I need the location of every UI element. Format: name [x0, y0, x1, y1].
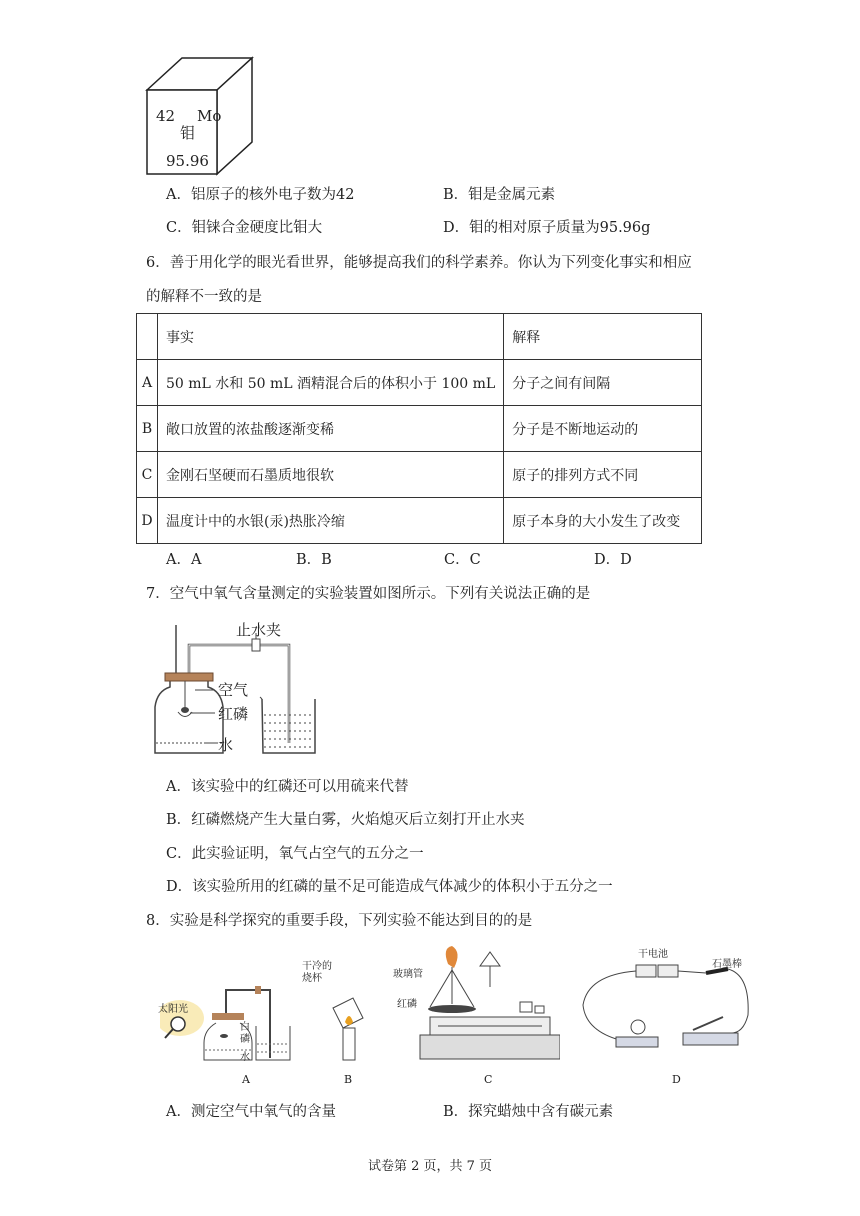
q8-a-label-sun: 太阳光	[158, 1004, 188, 1015]
row-label: C	[137, 452, 158, 498]
q8-stem: 8．实验是科学探究的重要手段，下列实验不能达到目的的是	[146, 913, 533, 929]
q7-stem: 7．空气中氧气含量测定的实验装置如图所示。下列有关说法正确的是	[146, 586, 591, 602]
q8-a-label-white-p: 白磷	[240, 1022, 250, 1045]
q8-a-label-water: 水	[240, 1052, 250, 1063]
q7-label-phosphorus: 红磷	[218, 705, 249, 723]
row-explain: 分子之间有间隔	[504, 360, 702, 406]
q7-label-clamp: 止水夹	[236, 621, 282, 639]
q8-option-b: B．探究蜡烛中含有碳元素	[443, 1104, 614, 1120]
table-cell	[137, 314, 158, 360]
q6-option-d: D．D	[594, 552, 632, 568]
q8-option-a: A．测定空气中氧气的含量	[166, 1104, 336, 1120]
row-explain: 分子是不断地运动的	[504, 406, 702, 452]
row-label: D	[137, 498, 158, 544]
q7-label-water: 水	[218, 736, 234, 754]
q7-option-c: C．此实验证明，氧气占空气的五分之一	[166, 846, 424, 862]
q6-option-c: C．C	[444, 552, 481, 568]
table-row	[137, 360, 702, 406]
q7-label-air: 空气	[218, 681, 249, 699]
q8-c-label-tube: 玻璃管	[393, 969, 423, 980]
q7-option-d: D．该实验所用的红磷的量不足可能造成气体减少的体积小于五分之一	[166, 879, 613, 895]
q8-d-label-graphite: 石墨棒	[712, 959, 742, 970]
q8-b-label-beaker: 干冷的烧杯	[302, 961, 332, 984]
row-fact: 敞口放置的浓盐酸逐渐变稀	[158, 406, 504, 452]
row-label: B	[137, 406, 158, 452]
row-fact: 50 mL 水和 50 mL 酒精混合后的体积小于 100 mL	[158, 360, 504, 406]
q8-d-label-battery: 干电池	[638, 949, 668, 960]
q6-option-b: B．B	[296, 552, 332, 568]
q8-d-caption: D	[672, 1073, 681, 1086]
q5-option-c: C．钼铼合金硬度比钼大	[166, 220, 323, 236]
element-symbol: Mo	[197, 107, 222, 125]
q5-option-d: D．钼的相对原子质量为95.96g	[443, 220, 651, 236]
q8-a-caption: A	[242, 1073, 250, 1086]
table-row	[137, 498, 702, 544]
element-mass: 95.96	[166, 152, 209, 170]
table-row	[137, 406, 702, 452]
element-number: 42	[156, 107, 176, 125]
q5-option-a: A．铝原子的核外电子数为42	[166, 187, 355, 203]
q8-c-label-red-p: 红磷	[397, 999, 417, 1010]
q8-figure-d	[578, 955, 768, 1055]
table-row	[137, 452, 702, 498]
row-explain: 原子的排列方式不同	[504, 452, 702, 498]
row-fact: 温度计中的水银(汞)热胀冷缩	[158, 498, 504, 544]
q6-option-a: A．A	[166, 552, 202, 568]
q5-option-b: B．钼是金属元素	[443, 187, 556, 203]
q7-option-a: A．该实验中的红磷还可以用硫来代替	[166, 779, 409, 795]
row-fact: 金刚石坚硬而石墨质地很软	[158, 452, 504, 498]
q8-b-caption: B	[344, 1073, 353, 1086]
element-name: 钼	[180, 124, 196, 142]
table-header-row	[137, 314, 702, 360]
q8-c-caption: C	[484, 1073, 493, 1086]
q6-stem-line1: 6．善于用化学的眼光看世界，能够提高我们的科学素养。你认为下列变化事实和相应	[146, 255, 692, 271]
q7-option-b: B．红磷燃烧产生大量白雾，火焰熄灭后立刻打开止水夹	[166, 812, 525, 828]
page-footer: 试卷第 2 页，共 7 页	[367, 1159, 493, 1174]
q6-stem-line2: 的解释不一致的是	[146, 289, 262, 305]
q8-figure-a	[160, 978, 295, 1063]
row-label: A	[137, 360, 158, 406]
q8-figure-b	[325, 990, 375, 1065]
table-header-explain: 解释	[504, 314, 702, 360]
row-explain: 原子本身的大小发生了改变	[504, 498, 702, 544]
q6-table	[136, 313, 702, 544]
table-header-fact: 事实	[158, 314, 504, 360]
